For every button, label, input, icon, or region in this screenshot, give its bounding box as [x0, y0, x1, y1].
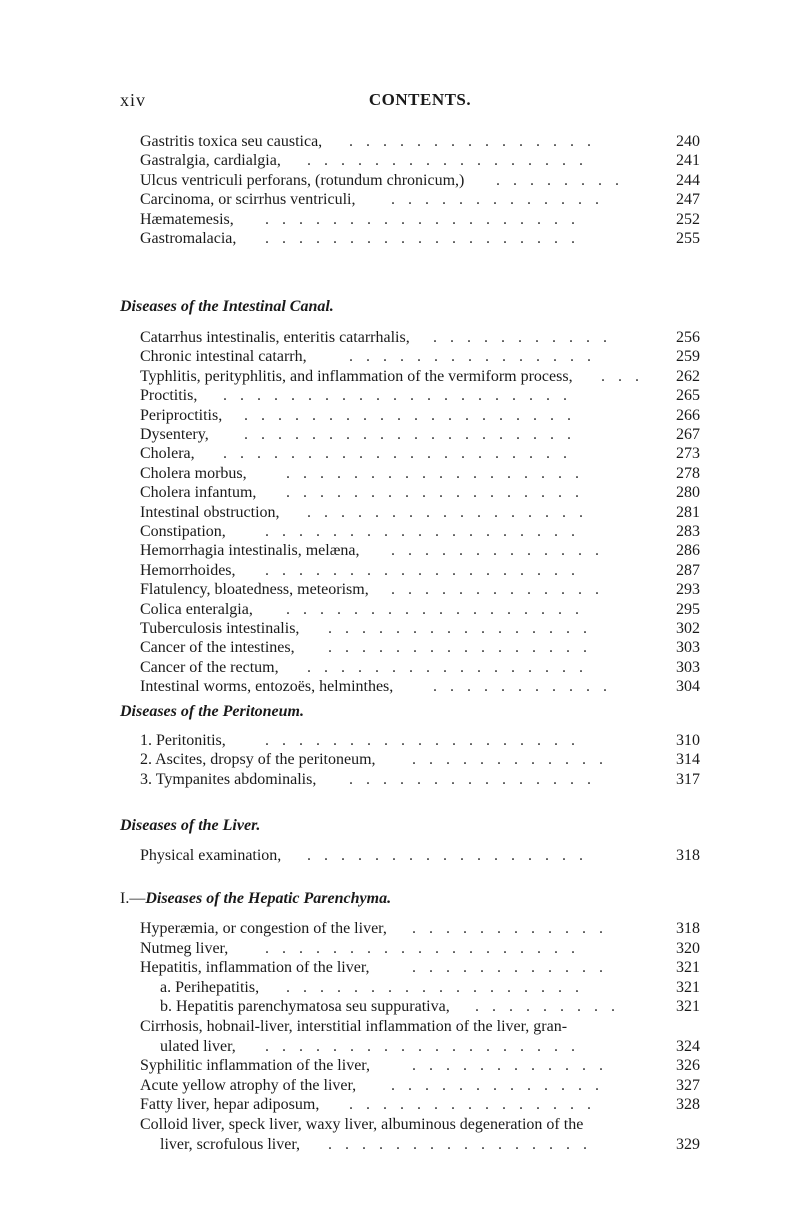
toc-entry-page: 287: [676, 561, 700, 579]
leader-dots: ..................: [286, 484, 592, 502]
toc-entry-page: 283: [676, 523, 700, 540]
toc-entry-label: Hyperæmia, or congestion of the liver,: [140, 920, 387, 937]
toc-entry-page: 303: [676, 658, 700, 676]
toc-entry-page: 327: [676, 1076, 700, 1094]
toc-entry-page: 328: [676, 1096, 700, 1114]
leader-dots: ..................: [286, 464, 592, 482]
leader-dots: ...............: [349, 133, 604, 150]
toc-entry-page: 304: [676, 678, 700, 696]
leader-dots: ...........: [433, 329, 620, 346]
toc-entry-label: b. Hepatitis parenchymatosa seu suppurativa,: [160, 998, 450, 1016]
toc-entry-label: Hæmatemesis,: [140, 210, 234, 228]
leader-dots: ...: [601, 367, 652, 385]
leader-dots: .............: [391, 191, 612, 209]
toc-entry-page: 267: [676, 426, 700, 443]
leader-dots: ...................: [265, 732, 588, 749]
toc-entry: [140, 406, 700, 426]
leader-dots: .........: [475, 998, 628, 1016]
toc-entry: [140, 386, 700, 406]
toc-entry-label: Periproctitis,: [140, 406, 223, 424]
toc-entry-page: 286: [676, 542, 700, 560]
toc-entry: [140, 638, 700, 658]
toc-entry-page: 281: [676, 503, 700, 521]
toc-entry: [140, 483, 700, 503]
toc-entry-label: a. Perihepatitis,: [160, 978, 260, 996]
leader-dots: ...............: [349, 1096, 604, 1114]
leader-dots: ............: [412, 751, 616, 769]
leader-dots: .....................: [223, 445, 580, 463]
leader-dots: ............: [412, 959, 616, 977]
leader-dots: .....................: [223, 387, 580, 405]
toc-entry-label: Cholera,: [140, 445, 195, 463]
leader-dots: ........: [496, 171, 632, 189]
toc-entry: [140, 1095, 700, 1115]
toc-entry-page: 256: [676, 329, 700, 346]
running-title: CONTENTS.: [368, 90, 472, 109]
toc-entry-label: Intestinal obstruction,: [140, 503, 280, 521]
toc-entry-page: 295: [676, 600, 700, 618]
toc-entry-label: Chronic intestinal catarrh,: [140, 348, 307, 366]
section-heading-liver: Diseases of the Liver.: [120, 817, 261, 834]
toc-entry: [140, 677, 700, 697]
toc-entry-label: Physical examination,: [140, 847, 282, 864]
toc-entry-label: Typhlitis, perityphlitis, and inflammation of the vermiform process,: [140, 367, 573, 385]
toc-entry-label: Syphilitic inflammation of the liver,: [140, 1057, 370, 1075]
toc-entry: [140, 210, 700, 230]
toc-entry-label: Cirrhosis, hobnail-liver, interstitial inflammation of the liver, gran-: [140, 1018, 568, 1035]
toc-entry-label: Gastromalacia,: [140, 230, 237, 247]
toc-entry-page: 278: [676, 464, 700, 482]
toc-entry-label: Fatty liver, hepar adiposum,: [140, 1096, 320, 1114]
toc-entry-page: 302: [676, 620, 700, 637]
toc-entry: [140, 367, 700, 387]
toc-entry-label: 2. Ascites, dropsy of the peritoneum,: [140, 751, 376, 769]
toc-entry-label: Hemorrhagia intestinalis, melæna,: [140, 542, 360, 560]
toc-entry: [140, 919, 700, 939]
leader-dots: ..................: [286, 978, 592, 996]
toc-entry: [140, 151, 700, 171]
toc-entry-label: Proctitis,: [140, 387, 198, 405]
toc-entry-label: 3. Tympanites abdominalis,: [140, 770, 317, 788]
toc-entry: [140, 1017, 700, 1037]
leader-dots: .............: [391, 581, 612, 599]
toc-entry-label: Hemorrhoides,: [140, 561, 236, 579]
leader-dots: ................: [328, 639, 600, 657]
toc-entry: [140, 444, 700, 464]
leader-dots: ....................: [244, 406, 584, 424]
toc-entry: [140, 958, 700, 978]
toc-entry: [140, 580, 700, 600]
toc-entry-label: Cancer of the intestines,: [140, 639, 295, 657]
toc-entry: [140, 541, 700, 561]
toc-entry-page: 318: [676, 847, 700, 864]
toc-entry-page: 265: [676, 387, 700, 405]
toc-entry-page: 317: [676, 770, 700, 788]
toc-entry: [140, 464, 700, 484]
toc-entry-label: Hepatitis, inflammation of the liver,: [140, 959, 370, 977]
toc-entry: [140, 328, 700, 348]
toc-entry-label: Gastralgia, cardialgia,: [140, 152, 281, 170]
toc-entry: [140, 171, 700, 191]
toc-entry: [140, 939, 700, 959]
toc-entry-page: 318: [676, 920, 700, 937]
leader-dots: ..................: [286, 600, 592, 618]
toc-entry-label: Catarrhus intestinalis, enteritis catarrhalis,: [140, 329, 410, 346]
toc-entry-page: 324: [676, 1037, 700, 1055]
toc-entry-page: 321: [676, 998, 700, 1016]
toc-entry-label: Cholera infantum,: [140, 484, 257, 502]
leader-dots: ................: [328, 1135, 600, 1153]
leader-dots: ...................: [265, 1037, 588, 1055]
toc-entry-label: Tuberculosis intestinalis,: [140, 620, 300, 637]
section-heading-hepatic: [120, 890, 391, 908]
toc-entry-page: 262: [676, 367, 700, 385]
toc-entry-label: Colica enteralgia,: [140, 600, 253, 618]
toc-entry: [140, 1037, 700, 1057]
toc-entry: [140, 658, 700, 678]
leader-dots: ...............: [349, 348, 604, 366]
toc-entry-page: 293: [676, 581, 700, 599]
toc-entry-page: 310: [676, 732, 700, 749]
leader-dots: .................: [307, 503, 596, 521]
toc-entry-page: 259: [676, 348, 700, 366]
toc-entry-label: Colloid liver, speck liver, waxy liver, albuminous degeneration of the: [140, 1116, 584, 1133]
leader-dots: ............: [412, 1057, 616, 1075]
toc-entry-label: Cancer of the rectum,: [140, 658, 279, 676]
toc-entry: [140, 978, 700, 998]
leader-dots: ............: [412, 920, 616, 937]
toc-entry: [140, 1115, 700, 1135]
section-heading-hepatic-prefix: I.—: [120, 890, 146, 907]
toc-entry-page: 244: [676, 171, 700, 189]
toc-entry-page: 321: [676, 959, 700, 977]
toc-entry-label: Intestinal worms, entozoës, helminthes,: [140, 678, 394, 696]
toc-entry-label: ulated liver,: [160, 1037, 236, 1055]
leader-dots: ...................: [265, 939, 588, 957]
leader-dots: ...............: [349, 770, 604, 788]
toc-entry: [140, 846, 700, 866]
toc-entry-label: liver, scrofulous liver,: [160, 1135, 301, 1153]
toc-entry-page: 280: [676, 484, 700, 502]
toc-entry-page: 303: [676, 639, 700, 657]
toc-entry: [140, 132, 700, 152]
toc-entry: [140, 425, 700, 445]
section-heading-peritoneum: Diseases of the Peritoneum.: [120, 703, 304, 720]
toc-entry-label: Cholera morbus,: [140, 464, 247, 482]
toc-entry-page: 266: [676, 406, 700, 424]
toc-entry: [140, 770, 700, 790]
toc-entry: [140, 731, 700, 751]
leader-dots: ...................: [265, 523, 588, 540]
toc-entry-label: Constipation,: [140, 523, 226, 540]
toc-entry: [140, 561, 700, 581]
leader-dots: .............: [391, 1076, 612, 1094]
toc-entry-page: 273: [676, 445, 700, 463]
toc-entry-page: 326: [676, 1057, 700, 1075]
toc-entry: [140, 190, 700, 210]
toc-entry: [140, 1135, 700, 1155]
toc-entry-label: Nutmeg liver,: [140, 939, 229, 957]
toc-entry-label: Ulcus ventriculi perforans, (rotundum chronicum,): [140, 171, 465, 189]
leader-dots: .................: [307, 847, 596, 864]
toc-entry: [140, 1056, 700, 1076]
toc-entry-page: 255: [676, 230, 700, 247]
toc-entry-label: Flatulency, bloatedness, meteorism,: [140, 581, 369, 599]
toc-entry: [140, 503, 700, 523]
toc-entry: [140, 347, 700, 367]
toc-entry-page: 241: [676, 152, 700, 170]
toc-entry-page: 252: [676, 210, 700, 228]
leader-dots: ...................: [265, 561, 588, 579]
toc-entry: [140, 522, 700, 542]
toc-entry: [140, 229, 700, 249]
leader-dots: ...........: [433, 678, 620, 696]
leader-dots: ...................: [265, 210, 588, 228]
page-number: xiv: [120, 90, 147, 110]
toc-entry-page: 240: [676, 133, 700, 150]
toc-entry-label: Dysentery,: [140, 426, 209, 443]
toc-entry-label: 1. Peritonitis,: [140, 732, 226, 749]
leader-dots: .................: [307, 152, 596, 170]
toc-entry: [140, 1076, 700, 1096]
toc-entry: [140, 600, 700, 620]
toc-entry-label: Gastritis toxica seu caustica,: [140, 133, 323, 150]
toc-entry: [140, 750, 700, 770]
leader-dots: ...................: [265, 230, 588, 247]
leader-dots: .................: [307, 658, 596, 676]
toc-entry: [140, 997, 700, 1017]
page-header: [120, 90, 720, 114]
toc-entry-page: 329: [676, 1135, 700, 1153]
toc-entry-page: 314: [676, 751, 700, 769]
toc-entry-page: 321: [676, 978, 700, 996]
toc-entry-page: 320: [676, 939, 700, 957]
section-heading-hepatic-title: Diseases of the Hepatic Parenchyma.: [145, 890, 392, 907]
leader-dots: ....................: [244, 426, 584, 443]
section-heading-intestinal: Diseases of the Intestinal Canal.: [120, 298, 334, 315]
toc-entry-label: Carcinoma, or scirrhus ventriculi,: [140, 191, 356, 209]
toc-entry-label: Acute yellow atrophy of the liver,: [140, 1076, 357, 1094]
toc-entry: [140, 619, 700, 639]
leader-dots: .............: [391, 542, 612, 560]
leader-dots: ................: [328, 620, 600, 637]
toc-entry-page: 247: [676, 191, 700, 209]
